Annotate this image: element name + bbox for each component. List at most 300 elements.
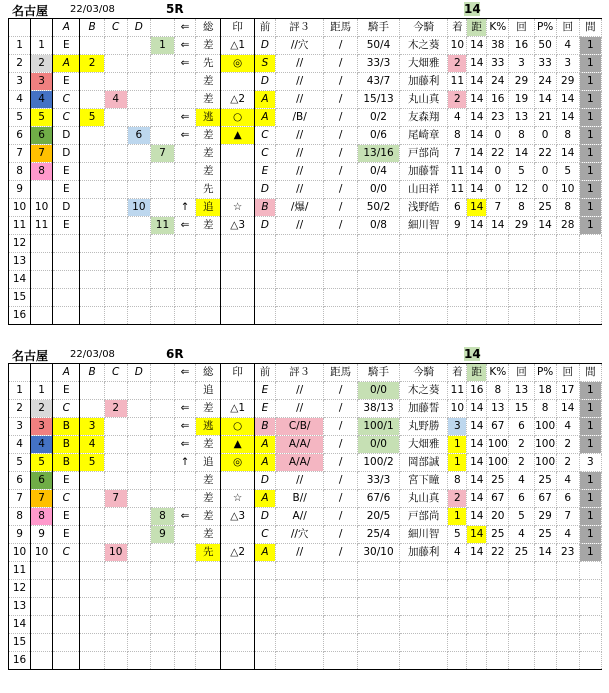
row-number[interactable]: 9 bbox=[9, 526, 31, 544]
waku-cell: 6 bbox=[31, 472, 53, 490]
arrow-cell: ⇐ bbox=[175, 418, 196, 436]
empty-cell bbox=[175, 289, 196, 307]
header-row bbox=[9, 19, 602, 37]
count1-cell: 29 bbox=[509, 73, 534, 91]
empty-cell bbox=[534, 289, 556, 307]
prev-cell: A bbox=[254, 436, 275, 454]
column-header: 距 bbox=[467, 19, 487, 37]
count1-cell: 15 bbox=[509, 400, 534, 418]
column-header: P% bbox=[534, 19, 556, 37]
distance-label: 14 bbox=[464, 347, 481, 361]
distance-cell: 14 bbox=[467, 490, 487, 508]
col-a-cell: C bbox=[53, 109, 80, 127]
interval-cell: 1 bbox=[579, 490, 601, 508]
count1-cell: 6 bbox=[509, 418, 534, 436]
rating-cell: C/B/ bbox=[275, 418, 323, 436]
empty-cell bbox=[556, 307, 579, 325]
column-header: ⇐ bbox=[175, 364, 196, 382]
k-percent-cell: 24 bbox=[487, 73, 509, 91]
p-percent-cell: 22 bbox=[534, 145, 556, 163]
empty-cell bbox=[275, 616, 323, 634]
row-number: 11 bbox=[9, 562, 31, 580]
row-number[interactable]: 10 bbox=[9, 544, 31, 562]
mark-cell bbox=[221, 472, 255, 490]
interval-cell: 1 bbox=[579, 199, 601, 217]
row-number[interactable]: 4 bbox=[9, 91, 31, 109]
col-d-cell bbox=[127, 109, 150, 127]
empty-cell bbox=[80, 652, 104, 670]
empty-cell bbox=[53, 307, 80, 325]
empty-cell bbox=[534, 271, 556, 289]
distance-horse-cell: / bbox=[324, 73, 358, 91]
col-d-cell bbox=[127, 73, 150, 91]
col-d-cell bbox=[127, 400, 150, 418]
distance-horse-cell: / bbox=[324, 454, 358, 472]
empty-cell bbox=[80, 580, 104, 598]
finish-cell: 11 bbox=[448, 163, 467, 181]
count1-cell: 29 bbox=[509, 217, 534, 235]
row-number[interactable]: 6 bbox=[9, 127, 31, 145]
row-number[interactable]: 4 bbox=[9, 436, 31, 454]
table-row[interactable] bbox=[9, 127, 602, 145]
empty-cell bbox=[275, 652, 323, 670]
interval-cell: 1 bbox=[579, 37, 601, 55]
col-b-cell: 5 bbox=[80, 109, 104, 127]
row-number[interactable]: 6 bbox=[9, 472, 31, 490]
arrow-cell: ↑ bbox=[175, 454, 196, 472]
arrow-cell: ⇐ bbox=[175, 37, 196, 55]
waku-cell: 7 bbox=[31, 490, 53, 508]
waku-cell: 10 bbox=[31, 544, 53, 562]
distance-horse-cell: / bbox=[324, 436, 358, 454]
empty-row bbox=[9, 580, 602, 598]
empty-cell bbox=[175, 580, 196, 598]
empty-cell bbox=[467, 271, 487, 289]
empty-cell bbox=[400, 289, 448, 307]
empty-cell bbox=[556, 580, 579, 598]
empty-cell bbox=[324, 253, 358, 271]
row-number[interactable]: 2 bbox=[9, 400, 31, 418]
table-row[interactable] bbox=[9, 181, 602, 199]
interval-cell: 3 bbox=[579, 454, 601, 472]
finish-cell: 11 bbox=[448, 181, 467, 199]
row-number[interactable]: 5 bbox=[9, 109, 31, 127]
table-row[interactable] bbox=[9, 109, 602, 127]
count1-cell: 2 bbox=[509, 436, 534, 454]
count2-cell: 5 bbox=[556, 163, 579, 181]
prev-cell: A bbox=[254, 490, 275, 508]
col-d-cell bbox=[127, 418, 150, 436]
prev-cell: D bbox=[254, 508, 275, 526]
empty-cell bbox=[53, 271, 80, 289]
pick-number-cell: 8 bbox=[150, 508, 174, 526]
empty-cell bbox=[175, 271, 196, 289]
style-cell: 差 bbox=[196, 37, 221, 55]
col-b-cell bbox=[80, 217, 104, 235]
table-row[interactable] bbox=[9, 418, 602, 436]
distance-horse-cell: / bbox=[324, 508, 358, 526]
style-cell: 差 bbox=[196, 508, 221, 526]
prev-cell: B bbox=[254, 199, 275, 217]
race-number-label: 6R bbox=[166, 347, 184, 361]
finish-cell: 3 bbox=[448, 418, 467, 436]
empty-cell bbox=[254, 253, 275, 271]
col-b-cell: 4 bbox=[80, 436, 104, 454]
empty-cell bbox=[254, 235, 275, 253]
empty-cell bbox=[31, 307, 53, 325]
empty-cell bbox=[127, 598, 150, 616]
interval-cell: 1 bbox=[579, 163, 601, 181]
empty-cell bbox=[579, 307, 601, 325]
prev-cell: E bbox=[254, 382, 275, 400]
empty-cell bbox=[448, 634, 467, 652]
empty-cell bbox=[31, 289, 53, 307]
empty-cell bbox=[487, 307, 509, 325]
empty-cell bbox=[150, 580, 174, 598]
empty-cell bbox=[31, 634, 53, 652]
style-cell: 差 bbox=[196, 163, 221, 181]
empty-cell bbox=[150, 634, 174, 652]
jockey-cell: 38/13 bbox=[357, 400, 399, 418]
empty-cell bbox=[400, 634, 448, 652]
p-percent-cell: 25 bbox=[534, 472, 556, 490]
distance-cell: 14 bbox=[467, 436, 487, 454]
distance-horse-cell: / bbox=[324, 526, 358, 544]
row-number: 13 bbox=[9, 253, 31, 271]
k-percent-cell: 8 bbox=[487, 382, 509, 400]
table-row[interactable] bbox=[9, 544, 602, 562]
count1-cell: 3 bbox=[509, 55, 534, 73]
row-number[interactable]: 7 bbox=[9, 490, 31, 508]
empty-cell bbox=[400, 253, 448, 271]
column-header: K% bbox=[487, 364, 509, 382]
empty-cell bbox=[509, 580, 534, 598]
empty-cell bbox=[80, 271, 104, 289]
row-number[interactable]: 7 bbox=[9, 145, 31, 163]
empty-cell bbox=[221, 598, 255, 616]
count2-cell: 6 bbox=[556, 490, 579, 508]
rating-cell: // bbox=[275, 55, 323, 73]
row-number[interactable]: 1 bbox=[9, 382, 31, 400]
empty-cell bbox=[324, 271, 358, 289]
table-row[interactable] bbox=[9, 217, 602, 235]
distance-cell: 14 bbox=[467, 55, 487, 73]
pick-number-cell bbox=[150, 454, 174, 472]
empty-cell bbox=[579, 289, 601, 307]
empty-cell bbox=[509, 652, 534, 670]
empty-cell bbox=[509, 562, 534, 580]
jockey-cell: 20/5 bbox=[357, 508, 399, 526]
empty-cell bbox=[254, 580, 275, 598]
empty-row bbox=[9, 598, 602, 616]
col-d-cell bbox=[127, 454, 150, 472]
venue-label: 名古屋 bbox=[12, 4, 49, 18]
empty-cell bbox=[104, 634, 127, 652]
count1-cell: 5 bbox=[509, 508, 534, 526]
rating-cell: // bbox=[275, 382, 323, 400]
current-jockey-cell: 細川智 bbox=[400, 217, 448, 235]
table-row[interactable] bbox=[9, 163, 602, 181]
row-number[interactable]: 3 bbox=[9, 418, 31, 436]
arrow-cell: ↑ bbox=[175, 199, 196, 217]
table-row[interactable] bbox=[9, 199, 602, 217]
empty-cell bbox=[324, 652, 358, 670]
empty-cell bbox=[487, 253, 509, 271]
current-jockey-cell: 戸部尚 bbox=[400, 145, 448, 163]
empty-cell bbox=[254, 634, 275, 652]
empty-cell bbox=[31, 253, 53, 271]
table-row[interactable] bbox=[9, 526, 602, 544]
empty-cell bbox=[104, 562, 127, 580]
col-b-cell bbox=[80, 400, 104, 418]
table-row[interactable] bbox=[9, 508, 602, 526]
empty-cell bbox=[467, 307, 487, 325]
finish-cell: 11 bbox=[448, 382, 467, 400]
col-a-cell: C bbox=[53, 400, 80, 418]
jockey-cell: 30/10 bbox=[357, 544, 399, 562]
distance-cell: 14 bbox=[467, 526, 487, 544]
p-percent-cell: 24 bbox=[534, 73, 556, 91]
col-c-cell bbox=[104, 454, 127, 472]
col-c-cell bbox=[104, 127, 127, 145]
row-number[interactable]: 5 bbox=[9, 454, 31, 472]
empty-cell bbox=[31, 235, 53, 253]
distance-cell: 14 bbox=[467, 37, 487, 55]
row-number[interactable]: 10 bbox=[9, 199, 31, 217]
row-number[interactable]: 1 bbox=[9, 37, 31, 55]
current-jockey-cell: 加藤誓 bbox=[400, 163, 448, 181]
empty-cell bbox=[196, 235, 221, 253]
waku-cell: 11 bbox=[31, 217, 53, 235]
empty-cell bbox=[150, 307, 174, 325]
empty-cell bbox=[448, 253, 467, 271]
row-number[interactable]: 11 bbox=[9, 217, 31, 235]
distance-cell: 14 bbox=[467, 217, 487, 235]
empty-cell bbox=[467, 616, 487, 634]
col-b-cell bbox=[80, 73, 104, 91]
row-number[interactable]: 8 bbox=[9, 508, 31, 526]
empty-cell bbox=[275, 598, 323, 616]
empty-cell bbox=[80, 616, 104, 634]
col-c-cell bbox=[104, 181, 127, 199]
col-b-cell bbox=[80, 490, 104, 508]
empty-cell bbox=[509, 253, 534, 271]
col-b-cell bbox=[80, 127, 104, 145]
table-row[interactable] bbox=[9, 472, 602, 490]
interval-cell: 1 bbox=[579, 127, 601, 145]
current-jockey-cell: 岡部誠 bbox=[400, 454, 448, 472]
jockey-cell: 0/0 bbox=[357, 382, 399, 400]
empty-cell bbox=[487, 271, 509, 289]
finish-cell: 2 bbox=[448, 490, 467, 508]
empty-cell bbox=[175, 235, 196, 253]
empty-cell bbox=[221, 253, 255, 271]
waku-cell: 8 bbox=[31, 163, 53, 181]
empty-cell bbox=[221, 634, 255, 652]
col-d-cell bbox=[127, 37, 150, 55]
mark-cell: ☆ bbox=[221, 199, 255, 217]
row-number: 12 bbox=[9, 235, 31, 253]
distance-cell: 16 bbox=[467, 382, 487, 400]
column-header: B bbox=[80, 19, 104, 37]
interval-cell: 1 bbox=[579, 73, 601, 91]
k-percent-cell: 22 bbox=[487, 145, 509, 163]
table-row[interactable] bbox=[9, 55, 602, 73]
table-row[interactable] bbox=[9, 382, 602, 400]
empty-cell bbox=[104, 616, 127, 634]
table-row[interactable] bbox=[9, 400, 602, 418]
empty-cell bbox=[254, 562, 275, 580]
current-jockey-cell: 戸部尚 bbox=[400, 508, 448, 526]
empty-row bbox=[9, 307, 602, 325]
mark-cell: ○ bbox=[221, 418, 255, 436]
mark-cell: ◎ bbox=[221, 55, 255, 73]
column-header: 回 bbox=[509, 19, 534, 37]
jockey-cell: 100/1 bbox=[357, 418, 399, 436]
mark-cell: △1 bbox=[221, 37, 255, 55]
empty-cell bbox=[150, 289, 174, 307]
col-a-cell: E bbox=[53, 508, 80, 526]
empty-cell bbox=[254, 307, 275, 325]
table-row[interactable] bbox=[9, 490, 602, 508]
empty-cell bbox=[196, 616, 221, 634]
empty-cell bbox=[509, 271, 534, 289]
style-cell: 差 bbox=[196, 472, 221, 490]
mark-cell bbox=[221, 145, 255, 163]
row-number[interactable]: 8 bbox=[9, 163, 31, 181]
empty-cell bbox=[53, 562, 80, 580]
col-c-cell bbox=[104, 382, 127, 400]
mark-cell: △2 bbox=[221, 544, 255, 562]
empty-cell bbox=[175, 652, 196, 670]
distance-cell: 14 bbox=[467, 454, 487, 472]
distance-cell: 14 bbox=[467, 199, 487, 217]
k-percent-cell: 67 bbox=[487, 490, 509, 508]
table-row[interactable] bbox=[9, 436, 602, 454]
empty-cell bbox=[80, 562, 104, 580]
empty-cell bbox=[53, 235, 80, 253]
date-label: 22/03/08 bbox=[70, 4, 115, 15]
empty-cell bbox=[400, 562, 448, 580]
empty-cell bbox=[534, 253, 556, 271]
distance-horse-cell: / bbox=[324, 400, 358, 418]
k-percent-cell: 14 bbox=[487, 217, 509, 235]
arrow-cell bbox=[175, 526, 196, 544]
row-number[interactable]: 9 bbox=[9, 181, 31, 199]
column-header: 騎手 bbox=[357, 364, 399, 382]
column-header: 間 bbox=[579, 364, 601, 382]
empty-cell bbox=[556, 652, 579, 670]
empty-cell bbox=[80, 289, 104, 307]
waku-cell: 1 bbox=[31, 382, 53, 400]
pick-number-cell bbox=[150, 55, 174, 73]
empty-cell bbox=[467, 580, 487, 598]
waku-cell: 5 bbox=[31, 454, 53, 472]
interval-cell: 1 bbox=[579, 526, 601, 544]
style-cell: 差 bbox=[196, 217, 221, 235]
table-row[interactable] bbox=[9, 91, 602, 109]
distance-horse-cell: / bbox=[324, 127, 358, 145]
empty-cell bbox=[579, 253, 601, 271]
prev-cell: E bbox=[254, 163, 275, 181]
empty-cell bbox=[487, 598, 509, 616]
row-number[interactable]: 2 bbox=[9, 55, 31, 73]
empty-cell bbox=[357, 289, 399, 307]
waku-cell: 5 bbox=[31, 109, 53, 127]
empty-cell bbox=[150, 271, 174, 289]
pick-number-cell: 9 bbox=[150, 526, 174, 544]
column-header bbox=[150, 364, 174, 382]
empty-cell bbox=[467, 235, 487, 253]
k-percent-cell: 20 bbox=[487, 508, 509, 526]
row-number[interactable]: 3 bbox=[9, 73, 31, 91]
column-header: 総 bbox=[196, 19, 221, 37]
prev-cell: C bbox=[254, 526, 275, 544]
count2-cell: 14 bbox=[556, 109, 579, 127]
empty-cell bbox=[127, 616, 150, 634]
column-header: 間 bbox=[579, 19, 601, 37]
col-d-cell: 6 bbox=[127, 127, 150, 145]
table-row[interactable] bbox=[9, 37, 602, 55]
distance-horse-cell: / bbox=[324, 145, 358, 163]
col-a-cell: E bbox=[53, 181, 80, 199]
empty-cell bbox=[579, 634, 601, 652]
empty-cell bbox=[175, 616, 196, 634]
finish-cell: 1 bbox=[448, 436, 467, 454]
row-number: 15 bbox=[9, 289, 31, 307]
empty-cell bbox=[487, 652, 509, 670]
column-header: 今騎 bbox=[400, 364, 448, 382]
empty-cell bbox=[104, 253, 127, 271]
empty-cell bbox=[221, 562, 255, 580]
empty-cell bbox=[221, 580, 255, 598]
empty-cell bbox=[400, 235, 448, 253]
rating-cell: //穴 bbox=[275, 526, 323, 544]
col-a-cell: C bbox=[53, 91, 80, 109]
arrow-cell bbox=[175, 544, 196, 562]
distance-horse-cell: / bbox=[324, 382, 358, 400]
style-cell: 先 bbox=[196, 55, 221, 73]
table-row[interactable] bbox=[9, 73, 602, 91]
empty-row bbox=[9, 562, 602, 580]
empty-cell bbox=[104, 598, 127, 616]
prev-cell: A bbox=[254, 544, 275, 562]
empty-cell bbox=[254, 289, 275, 307]
count2-cell: 14 bbox=[556, 145, 579, 163]
current-jockey-cell: 尾崎章 bbox=[400, 127, 448, 145]
table-row[interactable] bbox=[9, 454, 602, 472]
empty-cell bbox=[175, 634, 196, 652]
column-header: 回 bbox=[509, 364, 534, 382]
rating-cell: // bbox=[275, 145, 323, 163]
column-header: 印 bbox=[221, 19, 255, 37]
count2-cell: 28 bbox=[556, 217, 579, 235]
table-row[interactable] bbox=[9, 145, 602, 163]
finish-cell: 5 bbox=[448, 526, 467, 544]
empty-cell bbox=[400, 580, 448, 598]
k-percent-cell: 38 bbox=[487, 37, 509, 55]
distance-cell: 14 bbox=[467, 127, 487, 145]
count2-cell: 17 bbox=[556, 382, 579, 400]
empty-cell bbox=[556, 634, 579, 652]
rating-cell: //穴 bbox=[275, 37, 323, 55]
style-cell: 先 bbox=[196, 544, 221, 562]
rating-cell: // bbox=[275, 73, 323, 91]
count2-cell: 4 bbox=[556, 526, 579, 544]
prev-cell: D bbox=[254, 181, 275, 199]
empty-cell bbox=[127, 562, 150, 580]
distance-horse-cell: / bbox=[324, 91, 358, 109]
